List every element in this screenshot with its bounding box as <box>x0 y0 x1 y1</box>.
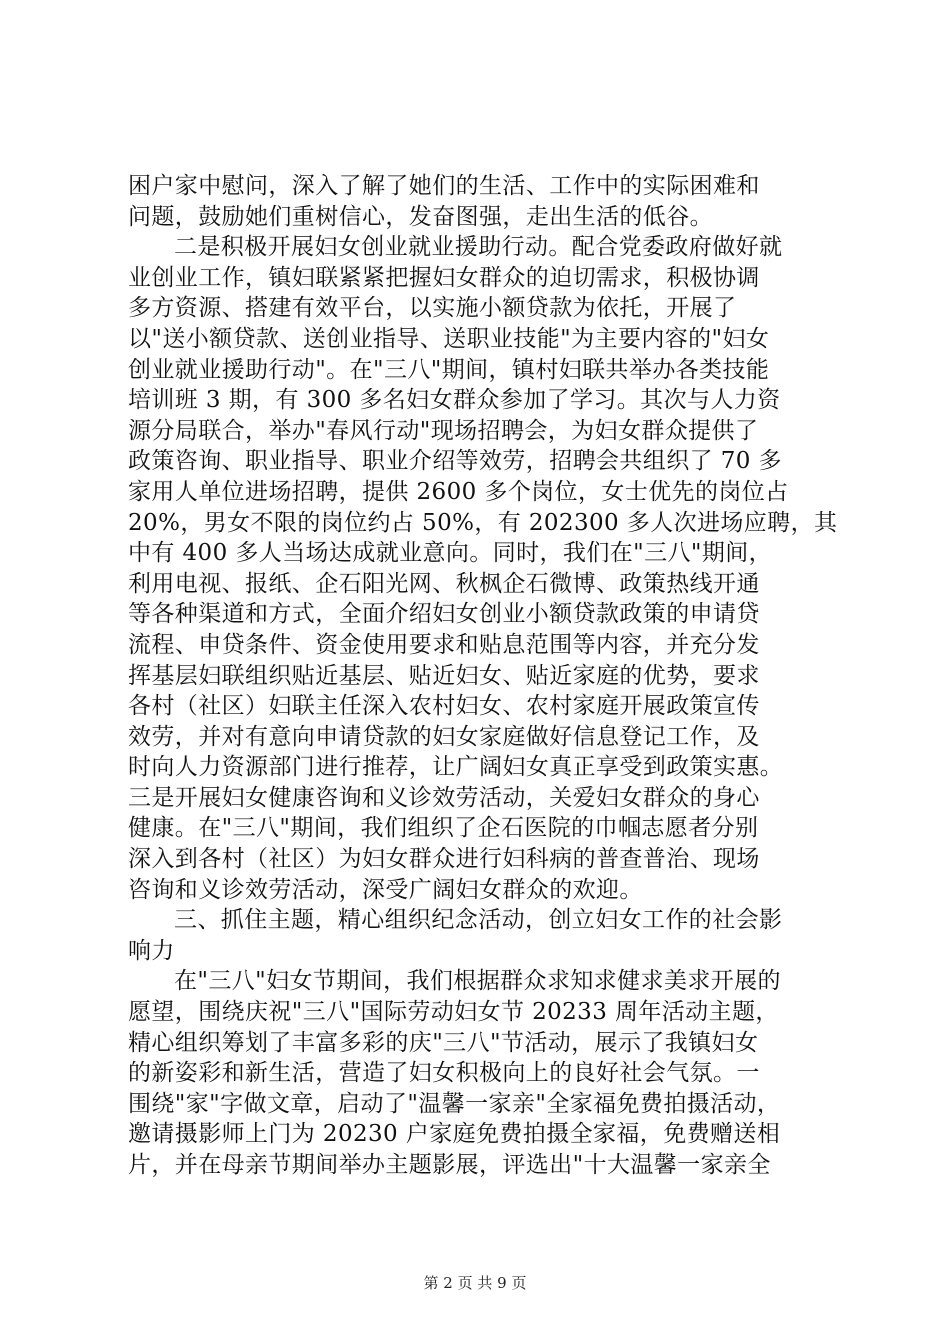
text-line: 响力 <box>128 937 175 964</box>
text-line: 精心组织筹划了丰富多彩的庆"三八"节活动，展示了我镇妇女 <box>128 1029 759 1056</box>
text-line: 创业就业援助行动"。在"三八"期间，镇村妇联共举办各类技能 <box>128 356 770 383</box>
text-line: 以"送小额贷款、送创业指导、送职业技能"为主要内容的"妇女 <box>128 325 770 352</box>
page-footer: 第 2 页 共 9 页 <box>423 1274 527 1292</box>
text-line: 效劳，并对有意向申请贷款的妇女家庭做好信息登记工作，及 <box>128 723 760 750</box>
text-line: 各村（社区）妇联主任深入农村妇女、农村家庭开展政策宣传 <box>128 693 760 720</box>
text-line: 问题，鼓励她们重树信心，发奋图强，走出生活的低谷。 <box>128 203 713 230</box>
text-line: 健康。在"三八"期间，我们组织了企石医院的巾帼志愿者分别 <box>128 815 759 842</box>
text-line: 流程、申贷条件、资金使用要求和贴息范围等内容，并充分发 <box>128 631 760 658</box>
text-line: 围绕"家"字做文章，启动了"温馨一家亲"全家福免费拍摄活动， <box>128 1090 781 1117</box>
text-line: 挥基层妇联组织贴近基层、贴近妇女、贴近家庭的优势，要求 <box>128 662 760 689</box>
text-line: 二是积极开展妇女创业就业援助行动。配合党委政府做好就 <box>174 234 783 261</box>
text-line: 在"三八"妇女节期间，我们根据群众求知求健求美求开展的 <box>174 968 781 995</box>
text-line: 中有 400 多人当场达成就业意向。同时，我们在"三八"期间， <box>128 540 773 567</box>
text-line: 业创业工作，镇妇联紧紧把握妇女群众的迫切需求，积极协调 <box>128 264 760 291</box>
text-line: 时向人力资源部门进行推荐，让广阔妇女真正享受到政策实惠。 <box>128 754 784 781</box>
text-line: 多方资源、搭建有效平台，以实施小额贷款为依托，开展了 <box>128 295 737 322</box>
text-line: 咨询和义诊效劳活动，深受广阔妇女群众的欢迎。 <box>128 876 643 903</box>
text-line: 片，并在母亲节期间举办主题影展，评选出"十大温馨一家亲全 <box>128 1152 771 1178</box>
text-line: 三、抓住主题，精心组织纪念活动，创立妇女工作的社会影 <box>174 907 783 934</box>
text-line: 等各种渠道和方式，全面介绍妇女创业小额贷款政策的申请贷 <box>128 601 760 628</box>
text-line: 三是开展妇女健康咨询和义诊效劳活动，关爱妇女群众的身心 <box>128 784 760 811</box>
text-line: 深入到各村（社区）为妇女群众进行妇科病的普查普治、现场 <box>128 846 760 873</box>
text-line: 培训班 3 期，有 300 多名妇女群众参加了学习。其次与人力资 <box>128 387 781 414</box>
text-line: 愿望，围绕庆祝"三八"国际劳动妇女节 20233 周年活动主题， <box>128 999 779 1026</box>
text-line: 政策咨询、职业指导、职业介绍等效劳，招聘会共组织了 70 多 <box>128 448 782 475</box>
text-line: 的新姿彩和新生活，营造了妇女积极向上的良好社会气氛。一 <box>128 1060 760 1087</box>
text-line: 邀请摄影师上门为 20230 户家庭免费拍摄全家福，免费赠送相 <box>128 1121 781 1148</box>
text-line: 困户家中慰问，深入了解了她们的生活、工作中的实际困难和 <box>128 173 760 199</box>
text-line: 利用电视、报纸、企石阳光网、秋枫企石微博、政策热线开通 <box>128 570 760 597</box>
text-line: 源分局联合，举办"春风行动"现场招聘会，为妇女群众提供了 <box>128 417 759 444</box>
text-line: 20%，男女不限的岗位约占 50%，有 202300 多人次进场应聘，其 <box>128 509 838 536</box>
text-line: 家用人单位进场招聘，提供 2600 多个岗位，女士优先的岗位占 <box>128 478 789 505</box>
document-body <box>128 171 838 1181</box>
